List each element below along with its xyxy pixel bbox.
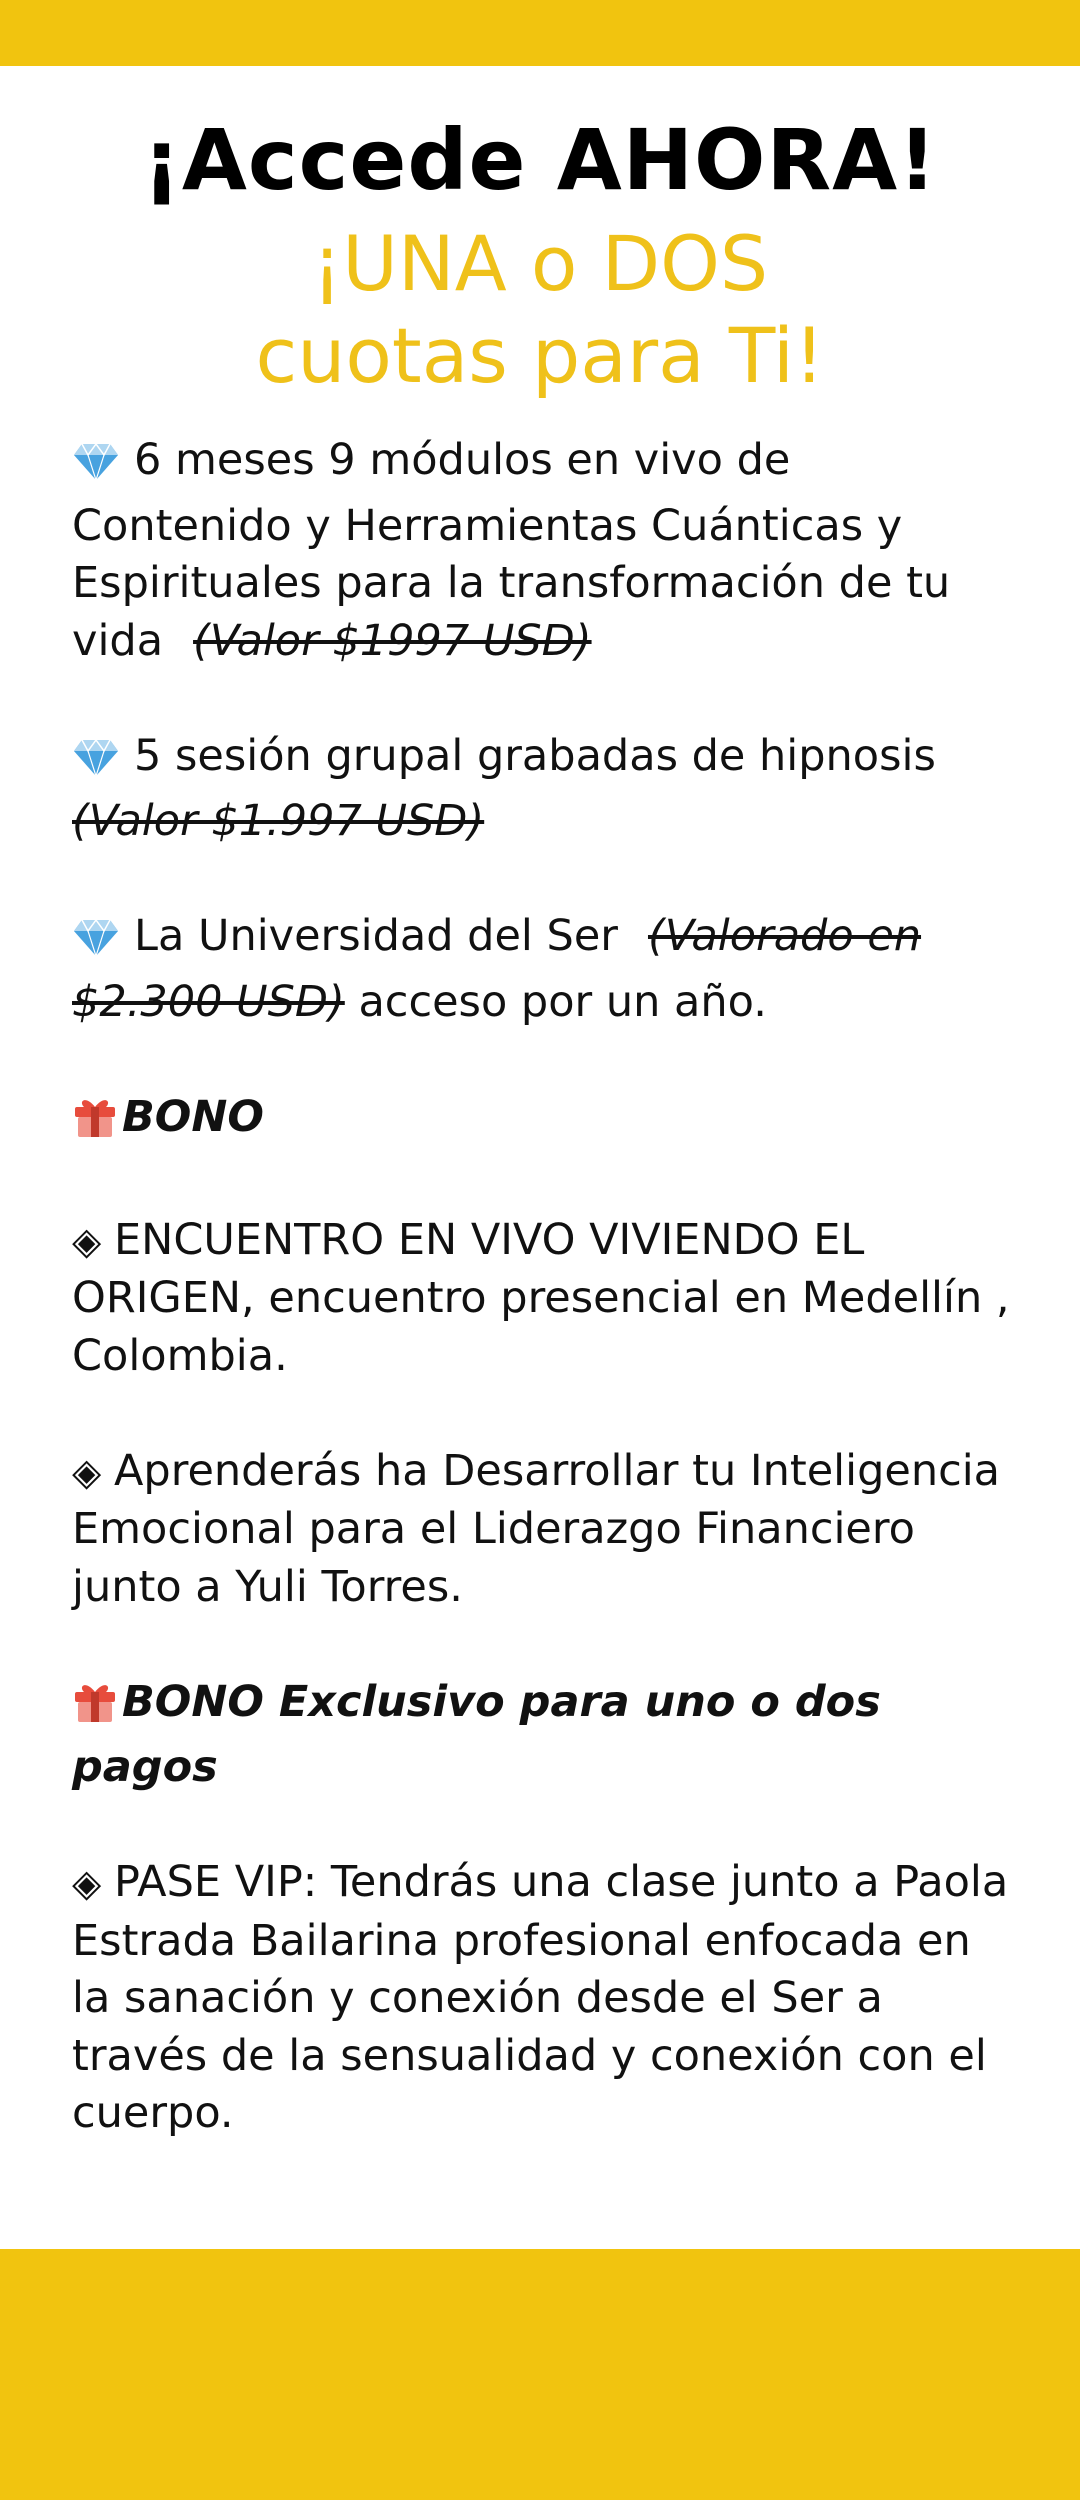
gem-icon	[72, 440, 120, 498]
bono-heading	[72, 1089, 1022, 1155]
struck-value: (Valorado en $2.300 USD)	[72, 911, 922, 1027]
bono-exclusivo-title: BONO Exclusivo para uno o dos pagos	[72, 1676, 881, 1792]
diamond-bullet-icon: ◈	[72, 1218, 102, 1263]
subheadline-line-2: cuotas para Ti!	[255, 311, 825, 400]
bono-item-text: ENCUENTRO EN VIVO VIVIENDO EL ORIGEN, encuentro presencial en Medellín , Colombia.	[72, 1214, 1010, 1381]
bottom-accent-bar	[0, 2249, 1080, 2500]
bono-item	[72, 1443, 1022, 1617]
bono-item-text: PASE VIP: Tendrás una clase junto a Paola Estrada Bailarina profesional enfocada en la sanación y conexión desde el Ser a través de la sensualidad y conexión con el cuerpo.	[72, 1857, 1009, 2138]
top-accent-bar	[0, 0, 1080, 66]
headline: ¡Accede AHORA!	[142, 111, 938, 209]
struck-value: (Valor $1997 USD)	[193, 615, 592, 666]
gift-icon	[72, 1093, 118, 1155]
subheadline	[0, 218, 1080, 402]
gem-icon	[72, 736, 120, 794]
item-text: La Universidad del Ser	[134, 911, 618, 961]
bono-item	[72, 1212, 1022, 1386]
bono-title: BONO	[122, 1091, 264, 1142]
item-text: 6 meses 9 módulos en vivo de Contenido y Herramientas Cuánticas y Espirituales para la transformación de tu vida	[72, 435, 951, 666]
gem-icon	[72, 916, 120, 974]
benefits-list	[72, 432, 1022, 2143]
diamond-bullet-icon: ◈	[72, 1449, 102, 1494]
list-item	[72, 728, 1022, 851]
subheadline-line-1: ¡UNA o DOS	[311, 219, 769, 308]
bono-exclusivo-heading	[72, 1674, 1022, 1797]
item-text: 5 sesión grupal grabadas de hipnosis	[134, 730, 936, 781]
gift-icon	[72, 1678, 118, 1740]
item-suffix: acceso por un año.	[358, 976, 767, 1027]
list-item	[72, 908, 1022, 1031]
list-item	[72, 432, 1022, 670]
bono-item-text: Aprenderás ha Desarrollar tu Inteligencia Emocional para el Liderazgo Financiero junto a Yuli Torres.	[72, 1445, 1001, 1612]
bono-item	[72, 1854, 1022, 2143]
struck-value: (Valor $1.997 USD)	[72, 796, 485, 846]
diamond-bullet-icon: ◈	[72, 1861, 102, 1905]
